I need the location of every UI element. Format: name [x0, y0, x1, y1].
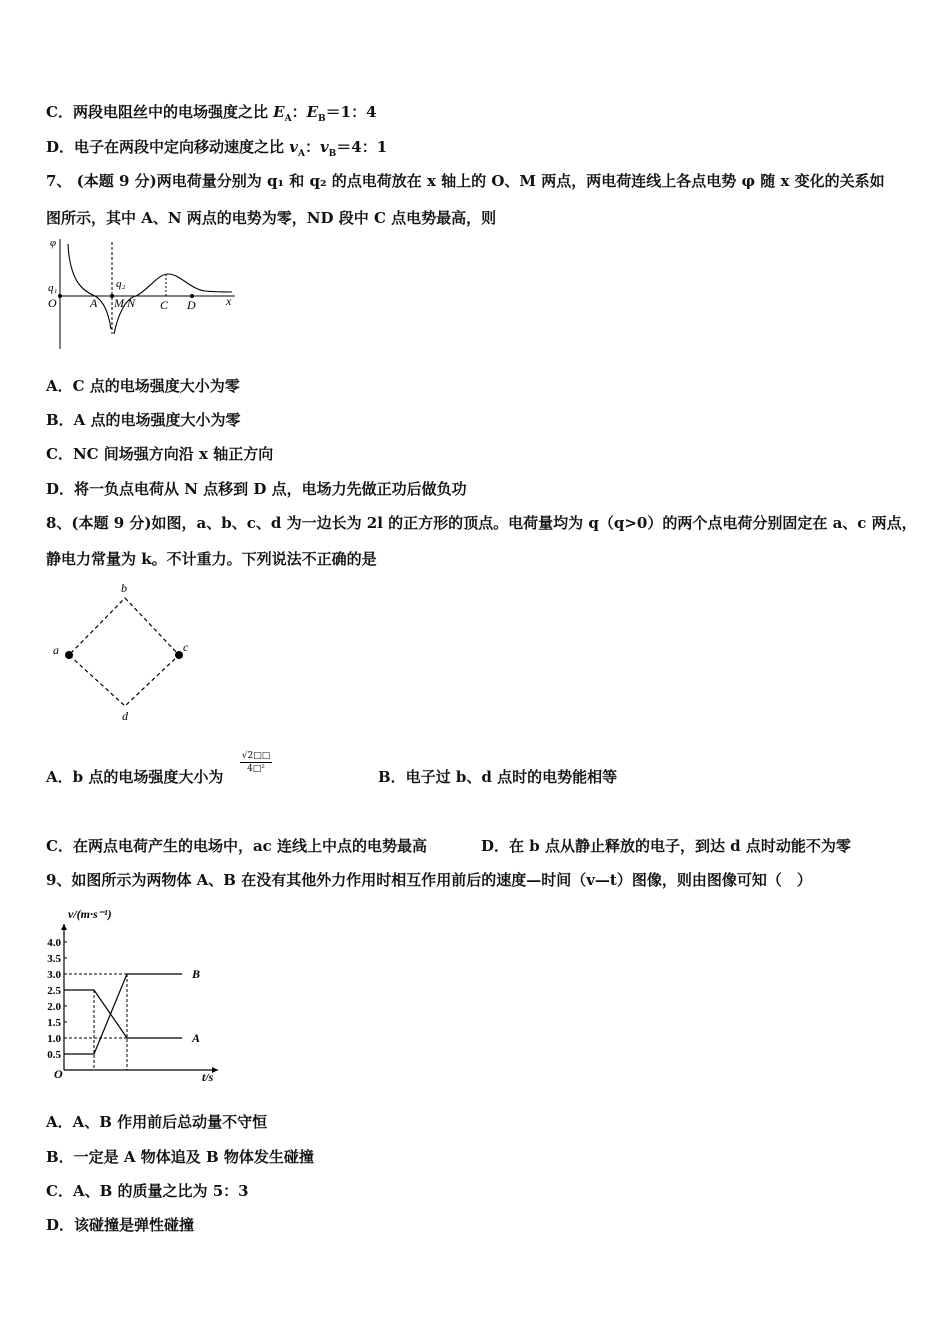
q9-vt-chart — [40, 902, 240, 1087]
fig7-c-label: C — [160, 298, 169, 312]
q8-stem-line1: 8、(本题 9 分)如图，a、b、c、d 为一边长为 2l 的正方形的顶点。电荷量均为 q（q>0）的两个点电荷分别固定在 a、c 两点， — [46, 514, 917, 532]
fig7-d-label: D — [187, 298, 196, 312]
q8-option-c: C．在两点电荷产生的电场中，ac 连线上中点的电势最高 — [46, 837, 428, 855]
y-tick-label: 3.0 — [47, 969, 61, 981]
q9-option-b: B．一定是 A 物体追及 B 物体发生碰撞 — [46, 1148, 314, 1166]
fig7-o-label: O — [48, 296, 57, 310]
fig8-c-label: c — [183, 640, 189, 654]
series-A — [64, 990, 182, 1038]
y-tick-label: 1.0 — [47, 1033, 61, 1045]
chart-origin-label: O — [54, 1067, 63, 1081]
q7-stem-line1: 7、 (本题 9 分)两电荷量分别为 q₁ 和 q₂ 的点电荷放在 x 轴上的 O、M 两点，两电荷连线上各点电势 φ 随 x 变化的关系如 — [46, 172, 885, 190]
q7-option-a: A．C 点的电场强度大小为零 — [46, 377, 240, 395]
series-B — [64, 974, 182, 1054]
fig7-q1-label: q₁ — [48, 282, 58, 294]
fig8-a-label: a — [53, 643, 59, 657]
q6-option-c: C．两段电阻丝中的电场强度之比 $E_A$：$E_B=1$：4 — [46, 103, 377, 124]
q7-option-c: C．NC 间场强方向沿 x 轴正方向 — [46, 445, 274, 463]
fig8-d-label: d — [122, 709, 128, 723]
q8-option-a-fraction — [240, 750, 272, 775]
fraction-denominator: 4□² — [247, 764, 265, 774]
series-label-A: A — [192, 1031, 201, 1045]
fig7-x-label: x — [226, 294, 232, 308]
q9-option-a: A．A、B 作用前后总动量不守恒 — [46, 1113, 268, 1131]
q7-stem-line2: 图所示，其中 A、N 两点的电势为零，ND 段中 C 点电势最高，则 — [46, 209, 497, 227]
fig7-phi-label: φ — [50, 237, 57, 249]
q8-option-b: B．电子过 b、d 点时的电势能相等 — [378, 768, 618, 786]
fig7-a-label: A — [90, 296, 98, 310]
q7-option-d: D．将一负点电荷从 N 点移到 D 点，电场力先做正功后做负功 — [46, 480, 467, 498]
q9-option-d: D．该碰撞是弹性碰撞 — [46, 1216, 195, 1234]
y-axis-arrow — [61, 924, 67, 930]
fig8-b-label: b — [121, 581, 127, 595]
q8-square-figure — [45, 578, 205, 728]
q7-option-b: B．A 点的电场强度大小为零 — [46, 411, 241, 429]
fig7-q2-label: q₂ — [116, 278, 126, 290]
chart-xlabel: t/s — [202, 1070, 214, 1084]
y-tick-label: 0.5 — [47, 1049, 61, 1061]
q7-potential-figure — [40, 234, 250, 352]
q6-option-d: D．电子在两段中定向移动速度之比 $v_A$：$v_B=4$：1 — [46, 138, 388, 159]
q8-stem-line2: 静电力常量为 k。不计重力。下列说法不正确的是 — [46, 550, 377, 568]
y-tick-label: 2.0 — [47, 1001, 61, 1013]
q8-option-d: D．在 b 点从静止释放的电子，到达 d 点时动能不为零 — [481, 837, 851, 855]
q9-option-c: C．A、B 的质量之比为 5：3 — [46, 1182, 249, 1200]
q9-stem: 9、如图所示为两物体 A、B 在没有其他外力作用时相互作用前后的速度—时间（v—t）图像，则由图像可知（ ） — [46, 871, 812, 889]
chart-ylabel: v/(m·s⁻¹) — [68, 907, 112, 921]
y-tick-label: 2.5 — [47, 985, 61, 997]
y-tick-label: 4.0 — [47, 937, 61, 949]
y-tick-label: 1.5 — [47, 1017, 61, 1029]
series-label-B: B — [192, 967, 201, 981]
y-tick-label: 3.5 — [47, 953, 61, 965]
q8-option-a: A．b 点的电场强度大小为 — [46, 768, 224, 786]
fig7-mn-label: M N — [114, 296, 135, 310]
fraction-numerator: √2□□ — [241, 751, 271, 761]
